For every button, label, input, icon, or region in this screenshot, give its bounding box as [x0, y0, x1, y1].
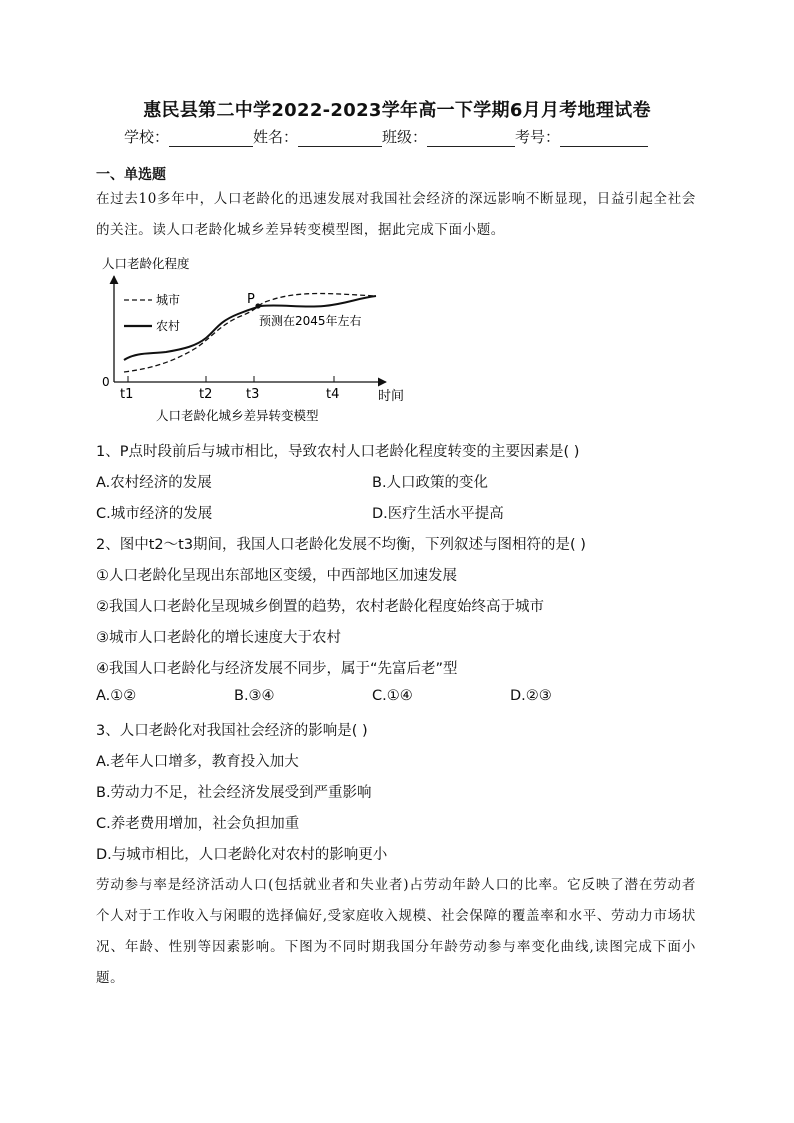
q1-option-d[interactable]: D.医疗生活水平提高: [372, 506, 504, 522]
q1-option-a[interactable]: A.农村经济的发展: [96, 475, 212, 491]
q3-option-b[interactable]: B.劳动力不足，社会经济发展受到严重影响: [96, 785, 372, 801]
school-label: 学校：: [124, 128, 170, 146]
q3-option-d[interactable]: D.与城市相比，人口老龄化对农村的影响更小: [96, 847, 388, 863]
q2-option-c[interactable]: C.①④: [372, 688, 413, 704]
question-3-stem: 3、人口老龄化对我国社会经济的影响是( ): [96, 723, 368, 739]
exam-no-label: 考号：: [515, 128, 561, 146]
q1-option-c[interactable]: C.城市经济的发展: [96, 506, 213, 522]
q2-statement-2: ②我国人口老龄化呈现城乡倒置的趋势，农村老龄化程度始终高于城市: [96, 599, 544, 615]
q2-statement-4: ④我国人口老龄化与经济发展不同步，属于“先富后老”型: [96, 661, 458, 677]
q2-statement-1: ①人口老龄化呈现出东部地区变缓，中西部地区加速发展: [96, 568, 457, 584]
student-info-row: [124, 126, 648, 147]
q2-option-b[interactable]: B.③④: [234, 688, 275, 704]
class-label: 班级：: [382, 128, 428, 146]
passage-2: 劳动参与率是经济活动人口(包括就业者和失业者)占劳动年龄人口的比率。它反映了潜在劳动者个人对于工作收入与闲暇的选择偏好,受家庭收入规模、社会保障的覆盖率和水平、劳动力市场状况、年龄、性别等因素影响。下图为不同时期我国分年龄劳动参与率变化曲线,读图完成下面小题。: [96, 877, 696, 986]
name-blank: [298, 130, 382, 147]
q1-option-b[interactable]: B.人口政策的变化: [372, 475, 489, 491]
q3-option-c[interactable]: C.养老费用增加，社会负担加重: [96, 816, 300, 832]
exam-title: 惠民县第二中学2022-2023学年高一下学期6月月考地理试卷: [143, 100, 651, 121]
tick-label-t2: t2: [199, 387, 213, 402]
legend-city-label: 城市: [156, 293, 181, 307]
question-2-stem: 2、图中t2～t3期间，我国人口老龄化发展不均衡，下列叙述与图相符的是( ): [96, 537, 586, 553]
q2-option-a[interactable]: A.①②: [96, 688, 137, 704]
tick-label-t1: t1: [120, 387, 134, 402]
origin-label: 0: [102, 375, 110, 389]
point-p-marker: [255, 303, 260, 308]
tick-label-t4: t4: [326, 387, 340, 402]
aging-model-figure: [96, 250, 436, 440]
figure-caption: 人口老龄化城乡差异转变模型: [156, 408, 319, 423]
section-heading: 一、单选题: [96, 167, 166, 183]
q2-option-d[interactable]: D.②③: [510, 688, 552, 704]
passage-1: 在过去10多年中，人口老龄化的迅速发展对我国社会经济的深远影响不断显现，日益引起全社会的关注。读人口老龄化城乡差异转变模型图，据此完成下面小题。: [96, 191, 696, 238]
tick-label-t3: t3: [246, 387, 260, 402]
q2-statement-3: ③城市人口老龄化的增长速度大于农村: [96, 630, 341, 646]
q3-option-a[interactable]: A.老年人口增多，教育投入加大: [96, 754, 299, 770]
x-axis-label: 时间: [378, 389, 405, 404]
point-p-label: P: [247, 292, 255, 307]
name-label: 姓名：: [253, 128, 299, 146]
question-1-stem: 1、P点时段前后与城市相比，导致农村人口老龄化程度转变的主要因素是( ): [96, 444, 580, 460]
forecast-annotation: 预测在2045年左右: [259, 314, 362, 328]
y-axis-label: 人口老龄化程度: [102, 256, 190, 271]
class-blank: [427, 130, 515, 147]
school-blank: [169, 130, 253, 147]
exam-no-blank: [560, 130, 648, 147]
legend-rural-label: 农村: [156, 319, 181, 333]
